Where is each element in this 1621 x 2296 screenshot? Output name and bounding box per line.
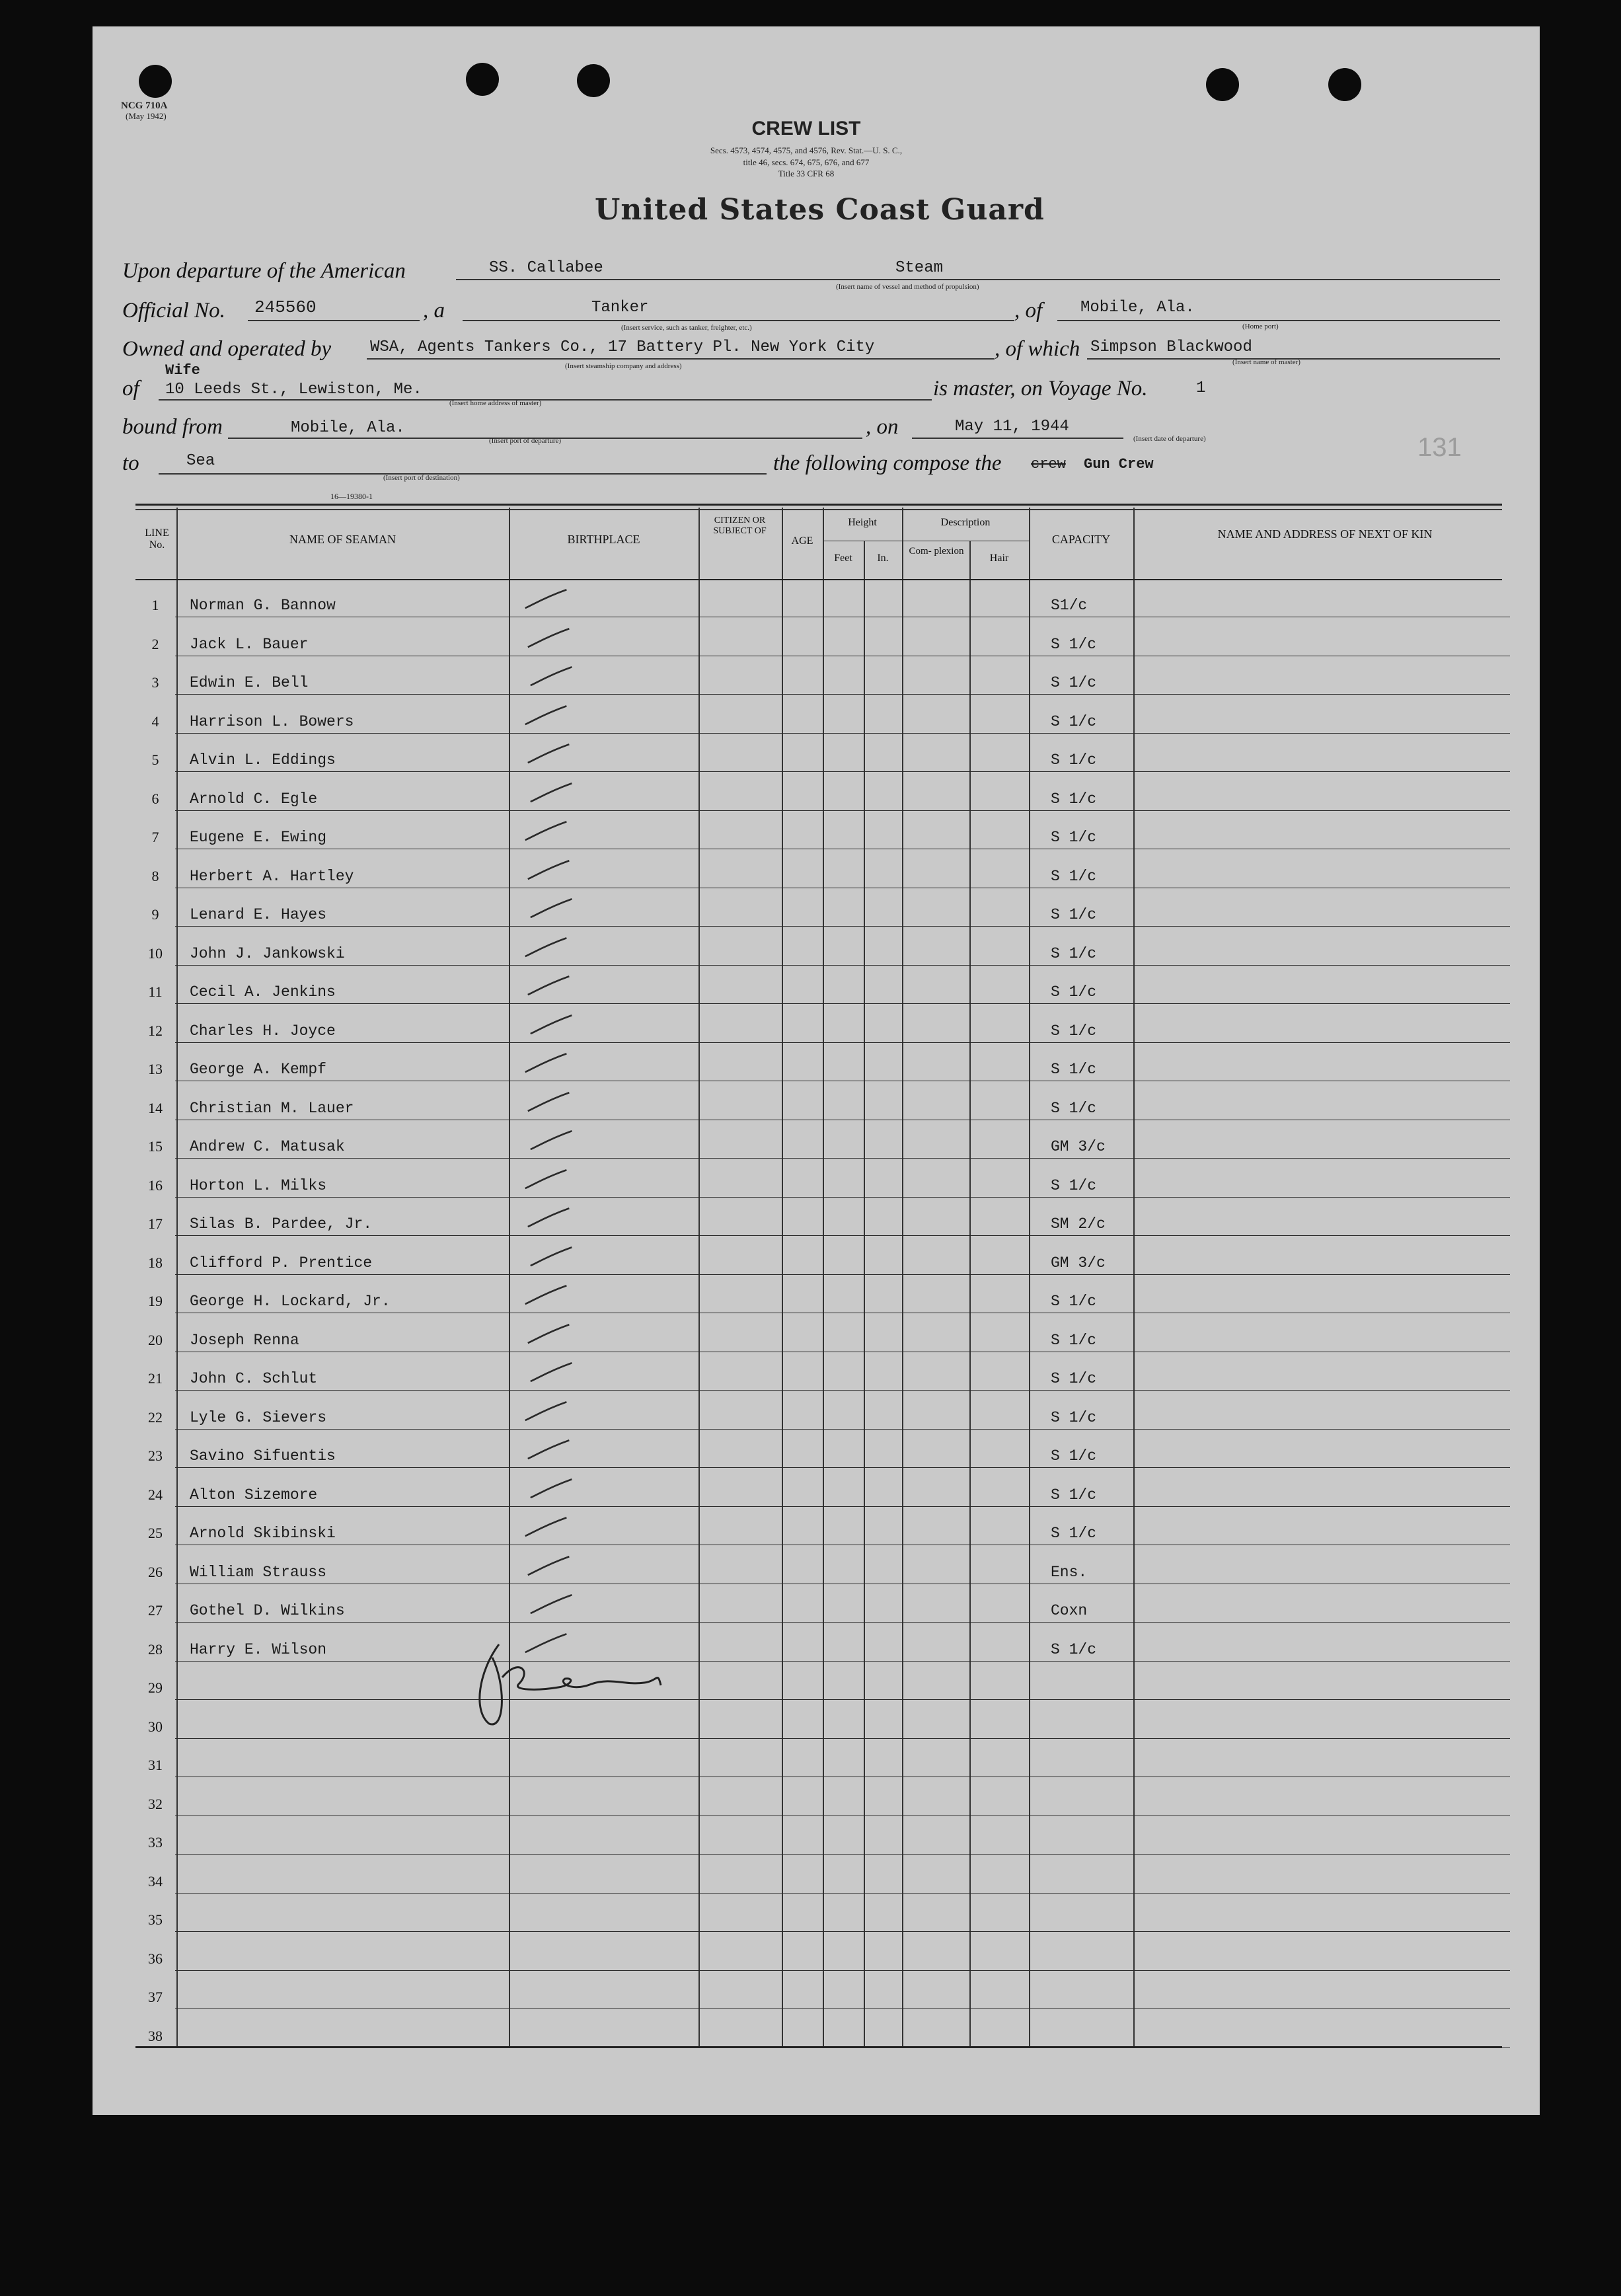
- row-line-number: 20: [148, 1331, 163, 1348]
- table-top-rule: [135, 504, 1502, 506]
- row-line-number: 9: [151, 906, 159, 923]
- seaman-name: Harrison L. Bowers: [190, 712, 354, 730]
- punch-hole: [1206, 68, 1239, 101]
- seaman-name: Jack L. Bauer: [190, 635, 309, 653]
- seaman-name: Eugene E. Ewing: [190, 829, 327, 846]
- seaman-capacity: S 1/c: [1051, 1486, 1097, 1504]
- seaman-capacity: S 1/c: [1051, 1331, 1097, 1349]
- birthplace-checkmark: [523, 1012, 615, 1038]
- service-hint: (Insert service, such as tanker, freighter, etc.): [621, 324, 752, 332]
- seaman-name: Alvin L. Eddings: [190, 751, 336, 769]
- row-line-number: 34: [148, 1872, 163, 1890]
- row-line-number: 24: [148, 1486, 163, 1503]
- seaman-capacity: S 1/c: [1051, 790, 1097, 808]
- col-complexion: Com- plexion: [909, 546, 964, 556]
- row-line-number: 38: [148, 2027, 163, 2044]
- col-birthplace: BIRTHPLACE: [567, 533, 640, 546]
- row-line-number: 15: [148, 1138, 163, 1155]
- destination-hint: (Insert port of destination): [383, 474, 460, 482]
- col-age: AGE: [791, 535, 813, 547]
- a-label: , a: [423, 299, 445, 323]
- vessel-hint: (Insert name of vessel and method of propulsion): [836, 283, 979, 291]
- table-row: [175, 1893, 1510, 1894]
- handwritten-signature: [459, 1631, 737, 1737]
- seaman-name: Joseph Renna: [190, 1331, 299, 1349]
- table-row: [175, 1738, 1510, 1739]
- row-line-number: 32: [148, 1795, 163, 1812]
- seaman-capacity: SM 2/c: [1051, 1215, 1106, 1233]
- row-line-number: 36: [148, 1950, 163, 1967]
- seaman-capacity: Coxn: [1051, 1602, 1088, 1619]
- seaman-name: Clifford P. Prentice: [190, 1254, 373, 1272]
- birthplace-checkmark: [523, 896, 615, 922]
- row-line-number: 23: [148, 1447, 163, 1464]
- col-inches: In.: [877, 553, 889, 564]
- row-line-number: 16: [148, 1176, 163, 1194]
- birthplace-checkmark: [517, 1167, 610, 1193]
- col-capacity: CAPACITY: [1051, 533, 1111, 546]
- rule: [159, 473, 767, 475]
- rule: [367, 358, 995, 360]
- table-row: [175, 965, 1510, 966]
- of-which-label: , of which: [995, 337, 1080, 361]
- birthplace-checkmark: [523, 664, 615, 690]
- col-citizen: CITIZEN OR SUBJECT OF: [713, 516, 767, 536]
- birthplace-checkmark: [517, 818, 610, 845]
- seaman-name: Horton L. Milks: [190, 1176, 327, 1194]
- row-line-number: 2: [151, 635, 159, 652]
- of-label-2: of: [122, 377, 139, 401]
- agency-title: United States Coast Guard: [595, 193, 1045, 227]
- port-departure-hint: (Insert port of departure): [489, 437, 562, 445]
- row-line-number: 31: [148, 1757, 163, 1773]
- seaman-capacity: S 1/c: [1051, 1293, 1097, 1310]
- home-port: Mobile, Ala.: [1080, 299, 1195, 317]
- birthplace-checkmark: [517, 1514, 610, 1541]
- row-line-number: 25: [148, 1525, 163, 1541]
- table-row: [175, 1390, 1510, 1391]
- col-name: NAME OF SEAMAN: [289, 533, 396, 546]
- punch-hole: [466, 63, 499, 96]
- row-line-number: 28: [148, 1640, 163, 1658]
- row-line-number: 10: [148, 944, 163, 962]
- birthplace-checkmark: [520, 1321, 613, 1348]
- row-line-number: 7: [151, 829, 159, 845]
- on-label: , on: [866, 415, 899, 439]
- seaman-capacity: S 1/c: [1051, 906, 1097, 923]
- seaman-capacity: S 1/c: [1051, 1176, 1097, 1194]
- seaman-name: Norman G. Bannow: [190, 597, 336, 614]
- punch-hole: [139, 65, 172, 98]
- destination: Sea: [186, 452, 215, 470]
- row-line-number: 11: [148, 983, 163, 1000]
- seaman-name: Lyle G. Sievers: [190, 1408, 327, 1426]
- table-row: [175, 1931, 1510, 1932]
- birthplace-checkmark: [517, 1282, 610, 1309]
- birthplace-checkmark: [523, 1244, 615, 1270]
- rule: [159, 399, 932, 401]
- birthplace-checkmark: [520, 1553, 613, 1580]
- seaman-capacity: GM 3/c: [1051, 1138, 1106, 1155]
- seaman-capacity: S 1/c: [1051, 751, 1097, 769]
- row-line-number: 17: [148, 1215, 163, 1232]
- seaman-name: Andrew C. Matusak: [190, 1138, 345, 1155]
- table-row: [175, 1506, 1510, 1507]
- official-no-label: Official No.: [122, 299, 225, 323]
- rule: [248, 320, 420, 321]
- owned-label: Owned and operated by: [122, 337, 332, 361]
- seaman-capacity: S 1/c: [1051, 1447, 1097, 1465]
- print-code: 16—19380-1: [330, 492, 373, 501]
- seaman-name: Herbert A. Hartley: [190, 867, 354, 885]
- col-description: Description: [940, 517, 991, 528]
- rule: [463, 320, 1014, 321]
- birthplace-checkmark: [517, 703, 610, 729]
- row-line-number: 13: [148, 1061, 163, 1077]
- propulsion: Steam: [895, 259, 944, 277]
- seaman-name: John J. Jankowski: [190, 944, 345, 962]
- row-line-number: 6: [151, 790, 159, 807]
- col-height: Height: [848, 517, 877, 528]
- home-port-hint: (Home port): [1242, 323, 1279, 330]
- punch-hole: [577, 64, 610, 97]
- row-line-number: 29: [148, 1679, 163, 1696]
- column-divider: [969, 541, 971, 2046]
- header-bottom-rule: [135, 579, 1502, 580]
- rule: [912, 438, 1123, 439]
- row-line-number: 21: [148, 1370, 163, 1387]
- row-line-number: 12: [148, 1022, 163, 1039]
- seaman-name: Lenard E. Hayes: [190, 906, 327, 923]
- seaman-name: George A. Kempf: [190, 1061, 327, 1078]
- seaman-capacity: S 1/c: [1051, 1022, 1097, 1040]
- seaman-name: Charles H. Joyce: [190, 1022, 336, 1040]
- seaman-capacity: S 1/c: [1051, 1370, 1097, 1387]
- table-row: [175, 810, 1510, 811]
- master-address: 10 Leeds St., Lewiston, Me.: [165, 381, 422, 399]
- seaman-capacity: S 1/c: [1051, 1099, 1097, 1117]
- table-row: [175, 1661, 1510, 1662]
- birthplace-checkmark: [523, 1591, 615, 1618]
- seaman-capacity: S 1/c: [1051, 1408, 1097, 1426]
- statutes-line-2: title 46, secs. 674, 675, 676, and 677: [743, 157, 870, 167]
- rule: [1057, 320, 1500, 321]
- seaman-capacity: S 1/c: [1051, 983, 1097, 1001]
- seaman-name: Arnold C. Egle: [190, 790, 318, 808]
- master-name: Simpson Blackwood: [1090, 338, 1252, 356]
- form-date: (May 1942): [126, 111, 167, 121]
- official-no: 245560: [254, 297, 317, 317]
- birthplace-checkmark: [520, 625, 613, 652]
- birthplace-checkmark: [520, 1205, 613, 1231]
- column-divider: [864, 541, 865, 2046]
- seaman-name: William Strauss: [190, 1563, 327, 1581]
- seaman-name: Arnold Skibinski: [190, 1525, 336, 1542]
- table-row: [175, 771, 1510, 772]
- seaman-name: John C. Schlut: [190, 1370, 318, 1387]
- table-row: [175, 1003, 1510, 1004]
- table-row: [175, 1622, 1510, 1623]
- bound-from-label: bound from: [122, 415, 223, 439]
- col-next-of-kin: NAME AND ADDRESS OF NEXT OF KIN: [1217, 527, 1433, 541]
- table-row: [175, 694, 1510, 695]
- table-row: [175, 1158, 1510, 1159]
- birthplace-checkmark: [520, 741, 613, 767]
- seaman-capacity: S 1/c: [1051, 867, 1097, 885]
- owner-hint: (Insert steamship company and address): [565, 362, 682, 370]
- table-row: [175, 1274, 1510, 1275]
- table-row: [175, 1467, 1510, 1468]
- col-line-no: LINE No.: [145, 527, 169, 551]
- form-id: NCG 710A: [121, 100, 168, 111]
- seaman-name: Cecil A. Jenkins: [190, 983, 336, 1001]
- table-row: [175, 1429, 1510, 1430]
- row-line-number: 1: [151, 597, 159, 613]
- table-row: [175, 1699, 1510, 1700]
- birthplace-checkmark: [520, 857, 613, 884]
- seaman-name: Edwin E. Bell: [190, 674, 309, 691]
- seaman-capacity: S1/c: [1051, 597, 1088, 614]
- seaman-capacity: S 1/c: [1051, 944, 1097, 962]
- col-feet: Feet: [834, 553, 852, 564]
- row-line-number: 37: [148, 1989, 163, 2005]
- crew-table: [135, 508, 1510, 2054]
- owner-company: WSA, Agents Tankers Co., 17 Battery Pl. New York City: [370, 338, 875, 356]
- row-line-number: 26: [148, 1563, 163, 1580]
- table-bottom-rule: [135, 2046, 1502, 2048]
- row-line-number: 8: [151, 867, 159, 884]
- is-master-label: is master, on Voyage No.: [933, 377, 1148, 401]
- birthplace-checkmark: [523, 1476, 615, 1502]
- row-line-number: 14: [148, 1099, 163, 1116]
- table-row: [175, 926, 1510, 927]
- table-row: [175, 1235, 1510, 1236]
- of-label: , of: [1014, 299, 1043, 323]
- table-row: [175, 1042, 1510, 1043]
- master-hint: (Insert name of master): [1232, 358, 1301, 366]
- crew-type: Gun Crew: [1084, 456, 1154, 473]
- birthplace-checkmark: [520, 1437, 613, 1463]
- row-line-number: 3: [151, 674, 159, 691]
- row-line-number: 5: [151, 751, 159, 768]
- table-row: [175, 1197, 1510, 1198]
- compose-label: the following compose the: [773, 451, 1002, 475]
- row-line-number: 18: [148, 1254, 163, 1271]
- table-row: [175, 1854, 1510, 1855]
- seaman-name: Gothel D. Wilkins: [190, 1602, 345, 1619]
- crossed-out-word: crew: [1031, 456, 1066, 473]
- seaman-capacity: S 1/c: [1051, 1061, 1097, 1078]
- seaman-capacity: S 1/c: [1051, 635, 1097, 653]
- row-line-number: 33: [148, 1834, 163, 1851]
- to-label: to: [122, 451, 139, 475]
- table-row: [175, 1970, 1510, 1971]
- rule: [456, 279, 1500, 280]
- table-row: [175, 733, 1510, 734]
- form-title: CREW LIST: [751, 118, 861, 139]
- row-line-number: 22: [148, 1408, 163, 1426]
- punch-hole: [1328, 68, 1361, 101]
- seaman-name: Silas B. Pardee, Jr.: [190, 1215, 373, 1233]
- seaman-capacity: Ens.: [1051, 1563, 1088, 1581]
- service-type: Tanker: [591, 299, 649, 317]
- row-line-number: 19: [148, 1293, 163, 1309]
- birthplace-checkmark: [517, 1050, 610, 1077]
- row-line-number: 35: [148, 1911, 163, 1928]
- statutes-line-1: Secs. 4573, 4574, 4575, and 4576, Rev. Stat.—U. S. C.,: [710, 145, 903, 155]
- row-line-number: 27: [148, 1602, 163, 1619]
- seaman-capacity: S 1/c: [1051, 674, 1097, 691]
- birthplace-checkmark: [517, 1398, 610, 1425]
- birthplace-checkmark: [520, 973, 613, 999]
- vessel-name: SS. Callabee: [489, 259, 603, 277]
- seaman-name: George H. Lockard, Jr.: [190, 1293, 391, 1310]
- seaman-capacity: S 1/c: [1051, 1525, 1097, 1542]
- seaman-name: Savino Sifuentis: [190, 1447, 336, 1465]
- birthplace-checkmark: [523, 780, 615, 806]
- birthplace-checkmark: [523, 1359, 615, 1386]
- date-of-departure: May 11, 1944: [955, 418, 1069, 436]
- port-of-departure: Mobile, Ala.: [291, 419, 405, 437]
- date-hint: (Insert date of departure): [1133, 435, 1206, 443]
- stamp-number: 131: [1417, 433, 1462, 462]
- col-hair: Hair: [989, 553, 1009, 564]
- seaman-capacity: GM 3/c: [1051, 1254, 1106, 1272]
- seaman-name: Christian M. Lauer: [190, 1099, 354, 1117]
- seaman-name: Alton Sizemore: [190, 1486, 318, 1504]
- seaman-capacity: S 1/c: [1051, 829, 1097, 846]
- birthplace-checkmark: [517, 586, 610, 613]
- wife-note: Wife: [165, 362, 200, 379]
- seaman-capacity: S 1/c: [1051, 1640, 1097, 1658]
- row-line-number: 4: [151, 712, 159, 730]
- voyage-no: 1: [1196, 379, 1206, 397]
- departure-label: Upon departure of the American: [122, 259, 406, 283]
- seaman-capacity: S 1/c: [1051, 712, 1097, 730]
- seaman-name: Harry E. Wilson: [190, 1640, 327, 1658]
- birthplace-checkmark: [517, 935, 610, 961]
- birthplace-checkmark: [523, 1128, 615, 1154]
- statutes-line-3: Title 33 CFR 68: [778, 169, 835, 178]
- master-address-hint: (Insert home address of master): [449, 399, 542, 407]
- row-line-number: 30: [148, 1718, 163, 1735]
- birthplace-checkmark: [520, 1089, 613, 1116]
